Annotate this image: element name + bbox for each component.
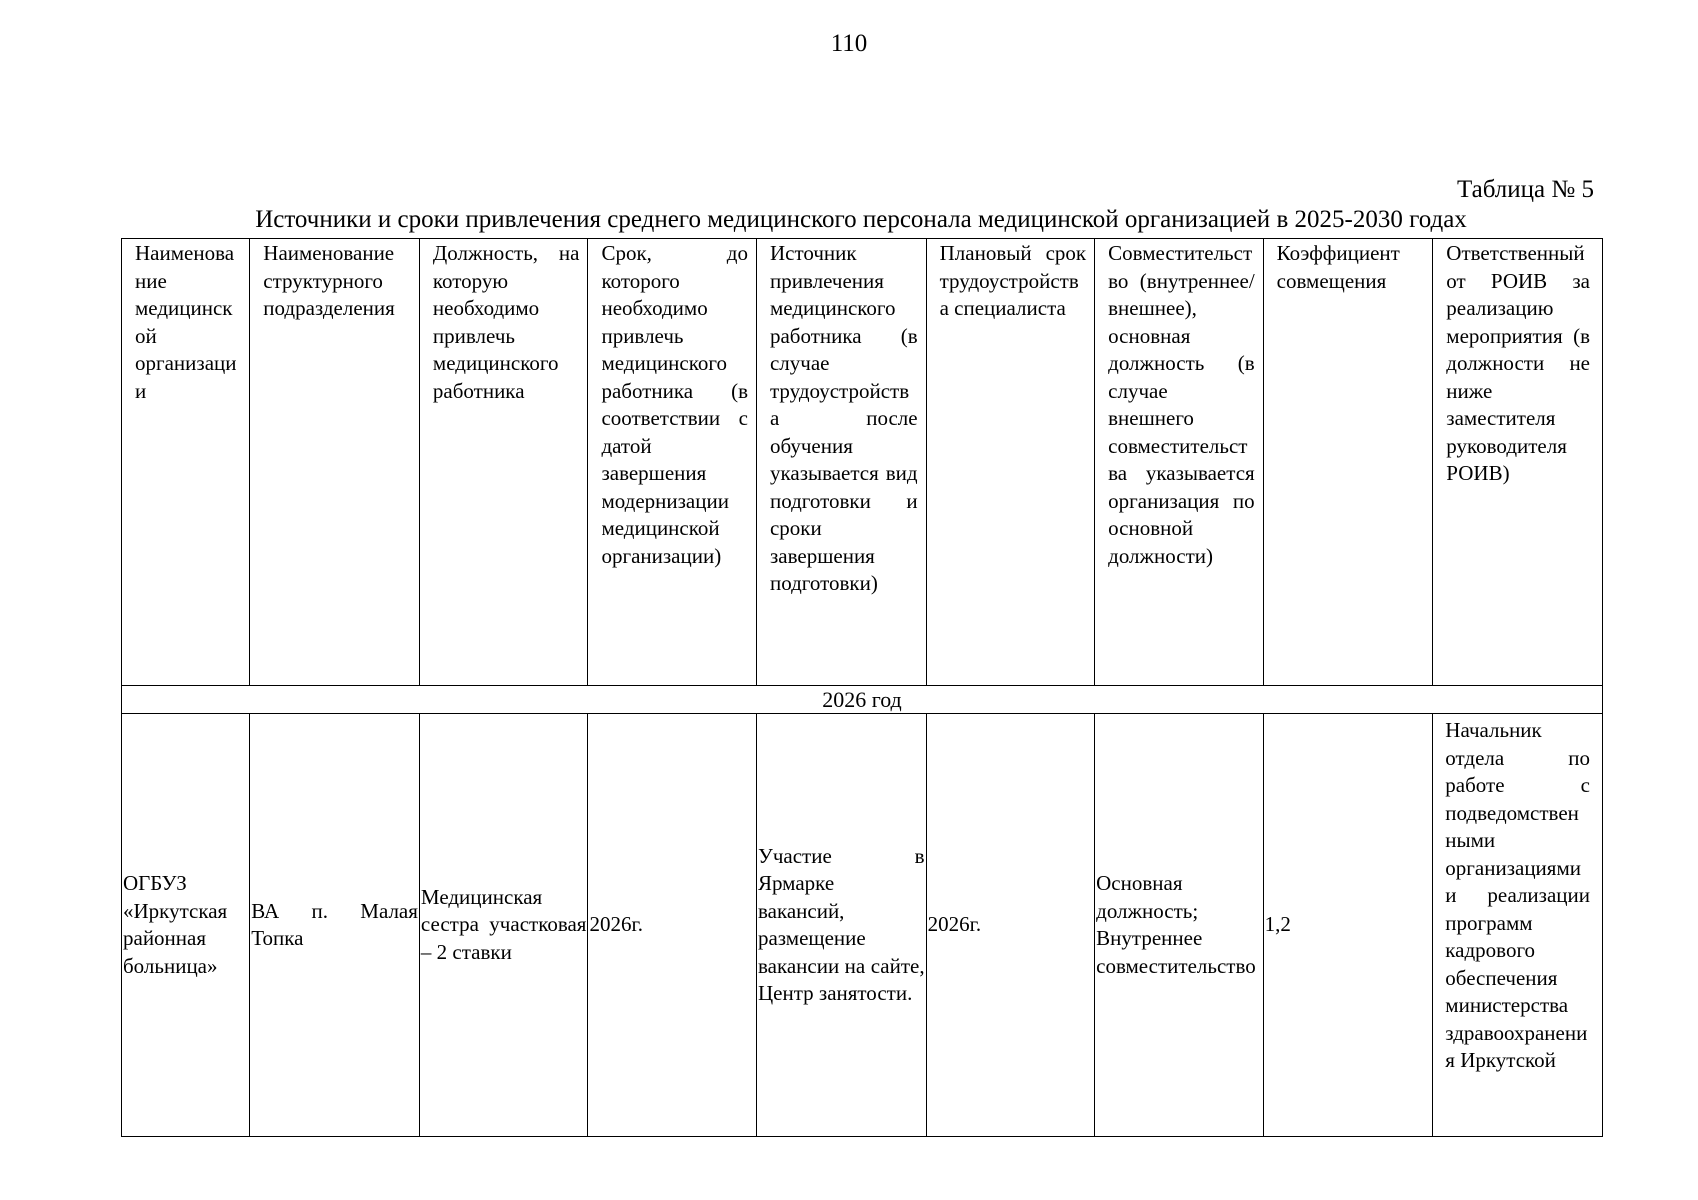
table-row (122, 714, 1603, 1137)
header-organization: Наименование медицинской организации (122, 239, 250, 686)
cell-source: Участие в Ярмарке вакансий, размещение вакансии на сайте, Центр занятости. (756, 714, 926, 1137)
cell-planned-date: 2026г. (926, 714, 1095, 1137)
staffing-table (121, 238, 1603, 1137)
table-label: Таблица № 5 (1456, 176, 1594, 203)
cell-organization: ОГБУЗ «Иркутская районная больница» (122, 714, 250, 1137)
cell-subdivision: ВА п. Малая Топка (250, 714, 420, 1137)
table-title: Источники и сроки привлечения среднего медицинского персонала медицинской организацией в 2025-2030 годах (255, 206, 1467, 233)
cell-responsible: Начальник отдела по работе с подведомственными организациями и реализации программ кадрового обеспечения министерства здравоохранения Иркутской (1433, 714, 1603, 1137)
cell-coefficient: 1,2 (1263, 714, 1433, 1137)
cell-position: Медицинская сестра участковая – 2 ставки (419, 714, 588, 1137)
header-position: Должность, на которую необходимо привлечь медицинского работника (419, 239, 588, 686)
header-subdivision: Наименование структурного подразделения (250, 239, 420, 686)
page-number: 110 (830, 30, 868, 57)
header-planned-date: Плановый срок трудоустройства специалиста (926, 239, 1095, 686)
cell-deadline: 2026г. (588, 714, 757, 1137)
section-year: 2026 год (122, 686, 1603, 714)
header-source: Источник привлечения медицинского работника (в случае трудоустройства после обучения указывается вид подготовки и сроки завершения подготовки) (756, 239, 926, 686)
table-header-row (122, 239, 1603, 686)
section-year-row (122, 686, 1603, 714)
header-responsible: Ответственный от РОИВ за реализацию мероприятия (в должности не ниже заместителя руководителя РОИВ) (1433, 239, 1603, 686)
header-coefficient: Коэффициент совмещения (1263, 239, 1433, 686)
header-deadline: Срок, до которого необходимо привлечь медицинского работника (в соответствии с датой завершения модернизации медицинской организации) (588, 239, 757, 686)
cell-combination: Основная должность; Внутреннее совместительство (1095, 714, 1264, 1137)
header-combination: Совместительство (внутреннее/ внешнее), основная должность (в случае внешнего совместительства указывается организация по основной должности) (1095, 239, 1264, 686)
